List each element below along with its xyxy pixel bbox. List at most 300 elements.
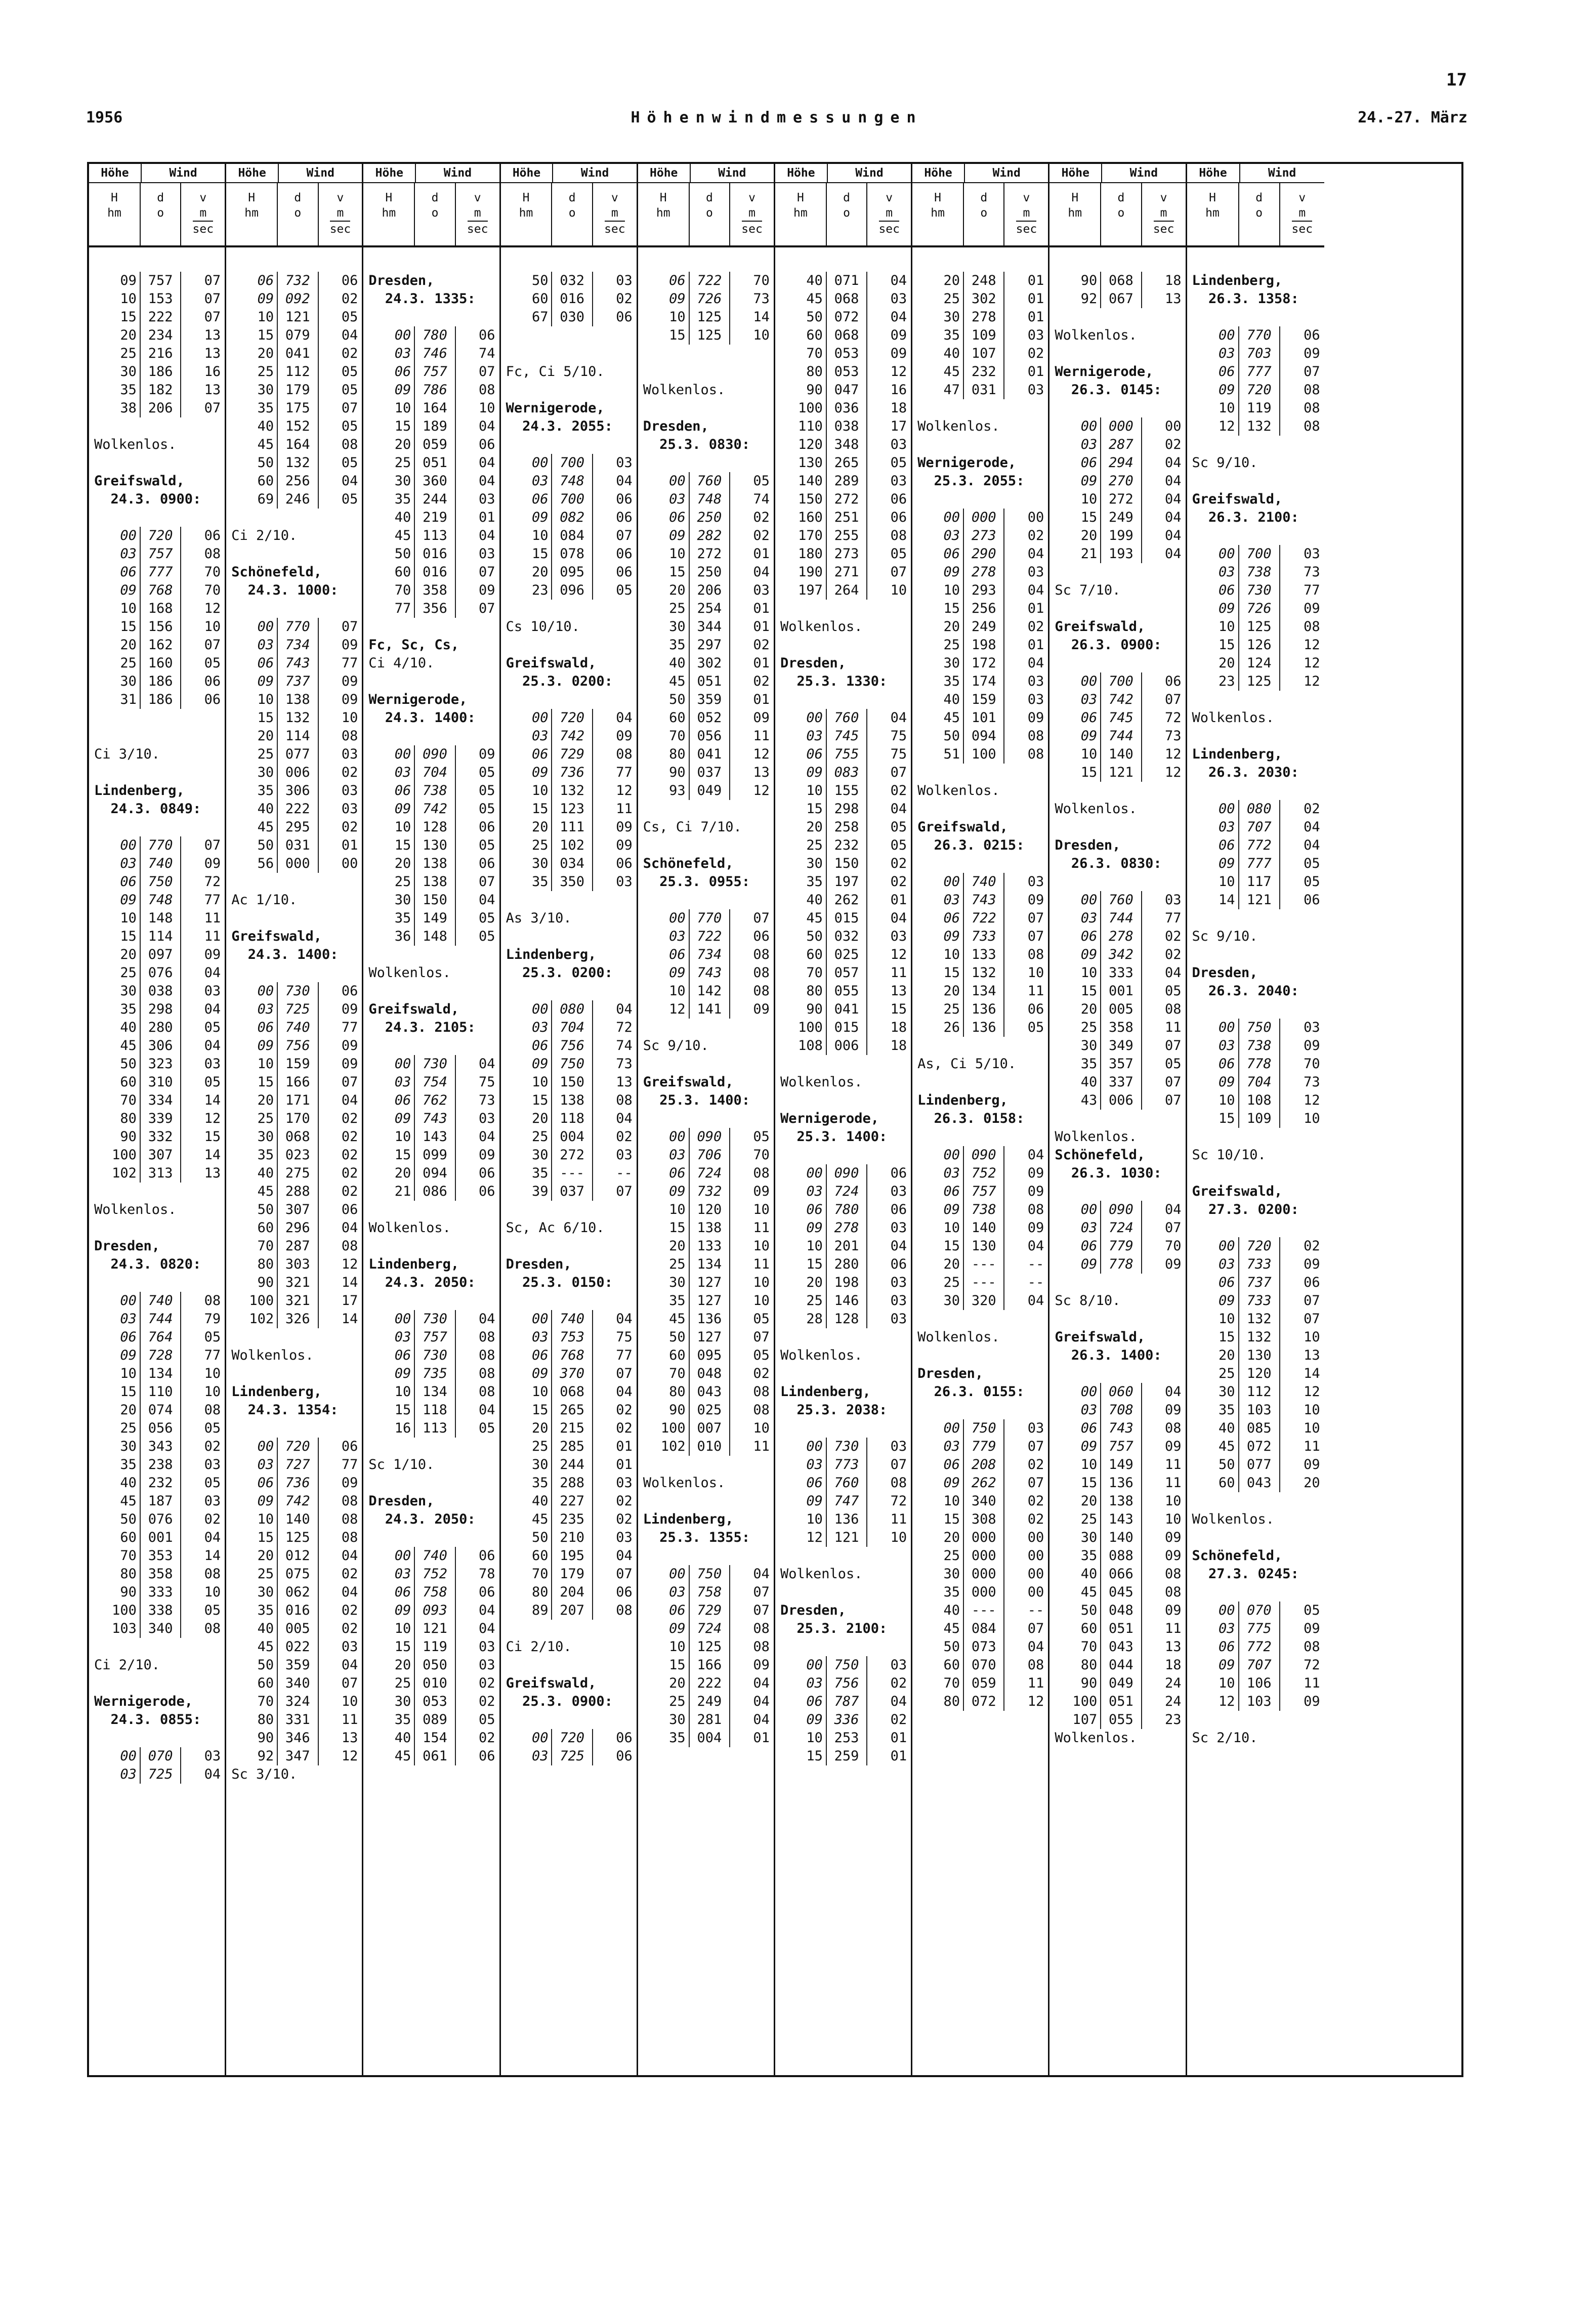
- direction-cell: 732: [278, 272, 318, 290]
- table-row: [638, 709, 774, 727]
- height-cell: 45: [912, 709, 964, 727]
- table-row: [1187, 1638, 1324, 1656]
- spacer: [226, 509, 362, 527]
- height-cell: 15: [775, 1255, 827, 1274]
- speed-cell: 07: [204, 273, 221, 288]
- height-cell: 80: [775, 982, 827, 1000]
- height-cell: 25: [226, 363, 278, 381]
- table-row: [1187, 672, 1324, 691]
- height-cell: 06: [1187, 1638, 1239, 1656]
- station-label: Wolkenlos.: [1192, 710, 1275, 726]
- height-cell: 03: [89, 1310, 141, 1328]
- table-row: [363, 1128, 499, 1146]
- height-cell: 50: [501, 1529, 553, 1547]
- table-row: [89, 363, 225, 381]
- height-cell: 10: [1049, 1456, 1101, 1474]
- direction-cell: 310: [141, 1073, 181, 1091]
- table-row: [501, 1438, 637, 1456]
- direction-cell: 136: [964, 1019, 1004, 1037]
- table-row: [1187, 1383, 1324, 1401]
- speed-cell: 75: [479, 1074, 495, 1090]
- table-row: [501, 1128, 637, 1146]
- speed-cell: 14: [341, 1311, 358, 1327]
- speed-cell: 09: [1164, 1256, 1182, 1272]
- direction-cell: 148: [141, 909, 181, 928]
- table-row: [638, 654, 774, 672]
- speed-cell: 02: [890, 1712, 907, 1727]
- table-row: [912, 1438, 1048, 1456]
- speed-cell: 06: [1304, 327, 1320, 343]
- table-row: [226, 1601, 362, 1620]
- direction-cell: 090: [415, 745, 455, 764]
- station-label: 24.3. 2050:: [368, 1511, 476, 1527]
- direction-cell: 195: [552, 1547, 593, 1565]
- height-cell: 06: [501, 1037, 553, 1055]
- direction-cell: 117: [1239, 873, 1280, 891]
- table-row: [501, 472, 637, 490]
- direction-cell: 084: [964, 1620, 1004, 1638]
- direction-cell: 294: [1101, 454, 1142, 472]
- height-cell: 90: [775, 1000, 827, 1019]
- station-label: Cs 10/10.: [506, 619, 580, 635]
- table-row: [226, 1492, 362, 1510]
- table-row: [89, 381, 225, 399]
- speed-cell: 03: [890, 1220, 907, 1236]
- station-label: Greifswald,: [1192, 1184, 1283, 1199]
- table-row: [89, 672, 225, 691]
- speed-cell: 06: [479, 819, 495, 835]
- height-cell: 15: [226, 326, 278, 345]
- header-m: m: [193, 205, 213, 222]
- direction-cell: 059: [964, 1674, 1004, 1693]
- speed-cell: 04: [753, 564, 770, 580]
- speed-cell: 01: [1027, 309, 1044, 325]
- height-cell: 45: [89, 1037, 141, 1055]
- height-cell: 00: [1049, 672, 1101, 691]
- direction-cell: 256: [964, 600, 1004, 618]
- speed-cell: 02: [341, 1165, 358, 1181]
- spacer: [912, 764, 1048, 782]
- direction-cell: 128: [827, 1310, 867, 1328]
- speed-cell: 09: [1304, 346, 1320, 361]
- spacer: [226, 1419, 362, 1438]
- table-row: [501, 1146, 637, 1164]
- height-cell: 100: [89, 1146, 141, 1164]
- height-cell: 70: [638, 727, 690, 745]
- table-row: [226, 1183, 362, 1201]
- station-label: Wolkenlos.: [917, 783, 1000, 798]
- header-d-cell: [690, 183, 730, 245]
- table-row: [912, 563, 1048, 581]
- table-row: [1049, 527, 1185, 545]
- table-row: [226, 1000, 362, 1019]
- speed-cell: 04: [479, 528, 495, 543]
- height-cell: 30: [501, 1146, 553, 1164]
- table-row: [1187, 1438, 1324, 1456]
- height-cell: 20: [89, 946, 141, 964]
- header-m: m: [1154, 205, 1174, 222]
- speed-cell: 75: [890, 746, 907, 762]
- direction-cell: 736: [278, 1474, 318, 1492]
- spacer: [1187, 1711, 1324, 1729]
- direction-cell: 074: [141, 1401, 181, 1419]
- speed-cell: 07: [341, 400, 358, 416]
- table-row: [638, 527, 774, 545]
- height-cell: 09: [501, 1055, 553, 1073]
- table-row: [226, 436, 362, 454]
- direction-cell: 160: [141, 654, 181, 672]
- table-row: [912, 727, 1048, 745]
- speed-cell: 24: [1164, 1694, 1182, 1709]
- spacer: [501, 1656, 637, 1674]
- spacer: [226, 909, 362, 928]
- speed-cell: 03: [1304, 1020, 1320, 1035]
- height-cell: 15: [775, 1747, 827, 1765]
- speed-cell: 04: [204, 965, 221, 981]
- height-cell: 03: [501, 1019, 553, 1037]
- speed-cell: 09: [1164, 1530, 1182, 1545]
- direction-cell: 740: [552, 1310, 593, 1328]
- table-row: [89, 1601, 225, 1620]
- direction-cell: 703: [1239, 345, 1280, 363]
- spacer: [638, 836, 774, 855]
- speed-cell: 03: [890, 1311, 907, 1327]
- speed-cell: 12: [890, 947, 907, 962]
- direction-cell: 031: [964, 381, 1004, 399]
- height-cell: 10: [89, 909, 141, 928]
- speed-cell: 06: [1304, 1275, 1320, 1290]
- table-row: [1049, 1456, 1185, 1474]
- station-label: Wernigerode,: [368, 692, 468, 707]
- speed-cell: 05: [341, 418, 358, 434]
- table-row: [775, 563, 911, 581]
- header-d: d: [157, 191, 164, 204]
- height-cell: 25: [501, 836, 553, 855]
- spacer: [775, 636, 911, 654]
- direction-cell: 038: [141, 982, 181, 1000]
- table-row: [363, 545, 499, 563]
- table-row: [1187, 1419, 1324, 1438]
- spacer: [1187, 1164, 1324, 1183]
- speed-cell: 09: [1027, 1165, 1044, 1181]
- height-cell: 00: [638, 1128, 690, 1146]
- table-row: [775, 836, 911, 855]
- direction-cell: 745: [1101, 709, 1142, 727]
- speed-cell: 09: [1304, 1256, 1320, 1272]
- direction-cell: 134: [415, 1383, 455, 1401]
- speed-cell: 09: [753, 1657, 770, 1673]
- direction-cell: 099: [415, 1146, 455, 1164]
- direction-cell: 742: [552, 727, 593, 745]
- direction-cell: 045: [1101, 1583, 1142, 1601]
- header-v-cell: [730, 183, 774, 245]
- table-row: [1049, 454, 1185, 472]
- table-row: [912, 964, 1048, 982]
- direction-cell: 130: [964, 1237, 1004, 1255]
- direction-cell: 357: [1101, 1055, 1142, 1073]
- height-cell: 50: [1187, 1456, 1239, 1474]
- speed-cell: 02: [479, 1675, 495, 1691]
- table-row: [226, 490, 362, 509]
- speed-cell: 04: [890, 801, 907, 817]
- height-cell: 25: [363, 1674, 415, 1693]
- height-cell: 15: [363, 836, 415, 855]
- table-row: [226, 1456, 362, 1474]
- height-cell: 92: [1049, 290, 1101, 308]
- direction-cell: 730: [827, 1438, 867, 1456]
- speed-cell: 04: [616, 1111, 633, 1126]
- direction-cell: 159: [278, 1055, 318, 1073]
- speed-cell: 08: [1164, 1420, 1182, 1436]
- speed-cell: 07: [204, 837, 221, 853]
- direction-cell: 726: [690, 290, 730, 308]
- station-label: 24.3. 1354:: [231, 1402, 339, 1418]
- header-deg: o: [705, 206, 713, 220]
- table-row: [89, 855, 225, 873]
- height-cell: 40: [912, 345, 964, 363]
- height-cell: 00: [638, 472, 690, 490]
- speed-cell: 04: [1027, 1639, 1044, 1655]
- spacer: [912, 1310, 1048, 1328]
- direction-cell: 071: [827, 272, 867, 290]
- height-cell: 40: [638, 654, 690, 672]
- height-cell: 25: [912, 636, 964, 654]
- column-body: [363, 247, 499, 1765]
- direction-cell: 750: [827, 1656, 867, 1674]
- height-cell: 09: [1187, 381, 1239, 399]
- speed-cell: 02: [479, 1694, 495, 1709]
- speed-cell: 02: [753, 510, 770, 525]
- speed-cell: 08: [753, 947, 770, 962]
- table-row: [89, 1474, 225, 1492]
- height-cell: 35: [226, 1601, 278, 1620]
- speed-cell: 02: [890, 1675, 907, 1691]
- column-header: [501, 164, 637, 247]
- table-row: [501, 745, 637, 764]
- table-row: [363, 1328, 499, 1346]
- height-cell: 45: [1049, 1583, 1101, 1601]
- direction-cell: 140: [278, 1510, 318, 1529]
- direction-cell: 072: [964, 1693, 1004, 1711]
- height-cell: 16: [363, 1419, 415, 1438]
- table-row: [226, 654, 362, 672]
- table-row: [775, 1292, 911, 1310]
- spacer: [363, 727, 499, 745]
- spacer: [226, 1328, 362, 1346]
- table-row: [1187, 654, 1324, 672]
- table-row: [89, 399, 225, 417]
- direction-cell: 030: [552, 308, 593, 326]
- speed-cell: 10: [204, 1366, 221, 1381]
- height-cell: 15: [226, 1073, 278, 1091]
- direction-cell: 206: [690, 581, 730, 600]
- height-cell: 15: [638, 1656, 690, 1674]
- station-label: Wolkenlos.: [368, 1220, 451, 1236]
- table-row: [89, 1492, 225, 1510]
- table-row: [89, 1547, 225, 1565]
- height-cell: 45: [1187, 1438, 1239, 1456]
- speed-cell: 08: [1027, 1202, 1044, 1217]
- table-row: [226, 727, 362, 745]
- station-label: 25.3. 0900:: [506, 1694, 613, 1709]
- height-cell: 00: [501, 1000, 553, 1019]
- header-m: m: [605, 205, 625, 222]
- direction-cell: 068: [278, 1128, 318, 1146]
- direction-cell: 201: [827, 1237, 867, 1255]
- table-row: [501, 1492, 637, 1510]
- direction-cell: 259: [827, 1747, 867, 1765]
- column-body: [912, 247, 1048, 1711]
- table-row: [775, 818, 911, 836]
- direction-cell: 340: [964, 1492, 1004, 1510]
- table-row: [1049, 891, 1185, 909]
- height-cell: 30: [363, 1693, 415, 1711]
- table-row: [363, 417, 499, 436]
- direction-cell: 280: [141, 1019, 181, 1037]
- table-row: [363, 836, 499, 855]
- spacer: [775, 1365, 911, 1383]
- station-label: Greifswald,: [1055, 1329, 1146, 1345]
- height-cell: 06: [775, 745, 827, 764]
- header-wind: Wind: [306, 166, 334, 180]
- table-row: [363, 1365, 499, 1383]
- speed-cell: 03: [890, 1439, 907, 1454]
- height-cell: 50: [775, 928, 827, 946]
- direction-cell: 114: [141, 928, 181, 946]
- table-row: [226, 764, 362, 782]
- height-cell: 09: [89, 272, 141, 290]
- table-row: [1187, 581, 1324, 600]
- table-row: [226, 1474, 362, 1492]
- speed-cell: 07: [479, 874, 495, 890]
- header-m: m: [1016, 205, 1036, 222]
- spacer: [1049, 399, 1185, 417]
- table-row: [638, 745, 774, 764]
- direction-cell: 125: [690, 326, 730, 345]
- height-cell: 09: [638, 1620, 690, 1638]
- direction-cell: 125: [690, 308, 730, 326]
- direction-cell: 127: [690, 1328, 730, 1346]
- direction-cell: 072: [1239, 1438, 1280, 1456]
- height-cell: 30: [912, 654, 964, 672]
- direction-cell: 123: [552, 800, 593, 818]
- direction-cell: 249: [964, 618, 1004, 636]
- speed-cell: 04: [1164, 510, 1182, 525]
- direction-cell: 306: [278, 782, 318, 800]
- table-row: [501, 1583, 637, 1601]
- header-hm: hm: [1205, 206, 1220, 220]
- speed-cell: 09: [341, 1056, 358, 1072]
- speed-cell: 10: [479, 400, 495, 416]
- table-row: [912, 982, 1048, 1000]
- table-row: [501, 1073, 637, 1091]
- table-row: [363, 1146, 499, 1164]
- speed-cell: 05: [479, 1712, 495, 1727]
- direction-cell: 729: [690, 1601, 730, 1620]
- table-row: [912, 1019, 1048, 1037]
- direction-cell: 307: [278, 1201, 318, 1219]
- speed-cell: 09: [1027, 710, 1044, 726]
- station-label: Wolkenlos.: [780, 619, 863, 635]
- station-label: Dresden,: [368, 1493, 435, 1509]
- height-cell: 06: [226, 1019, 278, 1037]
- table-row: [501, 1091, 637, 1110]
- height-cell: 36: [363, 928, 415, 946]
- speed-cell: 02: [341, 346, 358, 361]
- speed-cell: 06: [479, 1548, 495, 1564]
- direction-cell: 285: [552, 1438, 593, 1456]
- height-cell: 03: [226, 636, 278, 654]
- direction-cell: 743: [1101, 1419, 1142, 1438]
- speed-cell: 06: [341, 1202, 358, 1217]
- direction-cell: 734: [690, 946, 730, 964]
- table-row: [912, 1656, 1048, 1674]
- direction-cell: 358: [415, 581, 455, 600]
- height-cell: 20: [775, 818, 827, 836]
- direction-cell: 138: [415, 855, 455, 873]
- direction-cell: 049: [1101, 1674, 1142, 1693]
- speed-cell: 02: [341, 1111, 358, 1126]
- table-row: [363, 800, 499, 818]
- speed-cell: 03: [204, 1748, 221, 1764]
- table-column: [638, 164, 775, 2075]
- height-cell: 00: [775, 1656, 827, 1674]
- speed-cell: 06: [616, 491, 633, 507]
- direction-cell: 132: [1239, 1310, 1280, 1328]
- height-cell: 03: [363, 1565, 415, 1583]
- speed-cell: 07: [890, 1457, 907, 1472]
- speed-cell: 09: [890, 346, 907, 361]
- speed-cell: 02: [1304, 801, 1320, 817]
- speed-cell: 08: [479, 382, 495, 398]
- header-h-cell: [226, 183, 278, 245]
- direction-cell: 197: [827, 873, 867, 891]
- speed-cell: 08: [341, 1530, 358, 1545]
- direction-cell: 107: [964, 345, 1004, 363]
- spacer: [638, 1019, 774, 1037]
- direction-cell: 168: [141, 600, 181, 618]
- direction-cell: 735: [415, 1365, 455, 1383]
- speed-cell: 01: [753, 1730, 770, 1746]
- height-cell: 80: [638, 745, 690, 764]
- height-cell: 40: [89, 1019, 141, 1037]
- height-cell: 03: [363, 1073, 415, 1091]
- height-cell: 20: [1049, 1492, 1101, 1510]
- speed-cell: 05: [341, 382, 358, 398]
- direction-cell: 730: [415, 1055, 455, 1073]
- speed-cell: 02: [341, 819, 358, 835]
- station-label: Lindenberg,: [231, 1384, 322, 1400]
- table-column: [501, 164, 638, 2075]
- height-cell: 09: [501, 509, 553, 527]
- table-row: [1049, 290, 1185, 308]
- speed-cell: 12: [204, 1111, 221, 1126]
- speed-cell: 05: [753, 1347, 770, 1363]
- speed-cell: 01: [890, 892, 907, 908]
- speed-cell: 17: [341, 1293, 358, 1309]
- height-cell: 09: [775, 1711, 827, 1729]
- speed-cell: 06: [341, 273, 358, 288]
- direction-cell: 740: [141, 855, 181, 873]
- speed-cell: 70: [204, 582, 221, 598]
- station-label: Sc 9/10.: [1192, 455, 1258, 471]
- speed-cell: 05: [1027, 1020, 1044, 1035]
- height-cell: 00: [638, 909, 690, 928]
- speed-cell: 04: [1027, 655, 1044, 671]
- height-cell: 15: [226, 1529, 278, 1547]
- height-cell: 03: [501, 727, 553, 745]
- table-row: [363, 472, 499, 490]
